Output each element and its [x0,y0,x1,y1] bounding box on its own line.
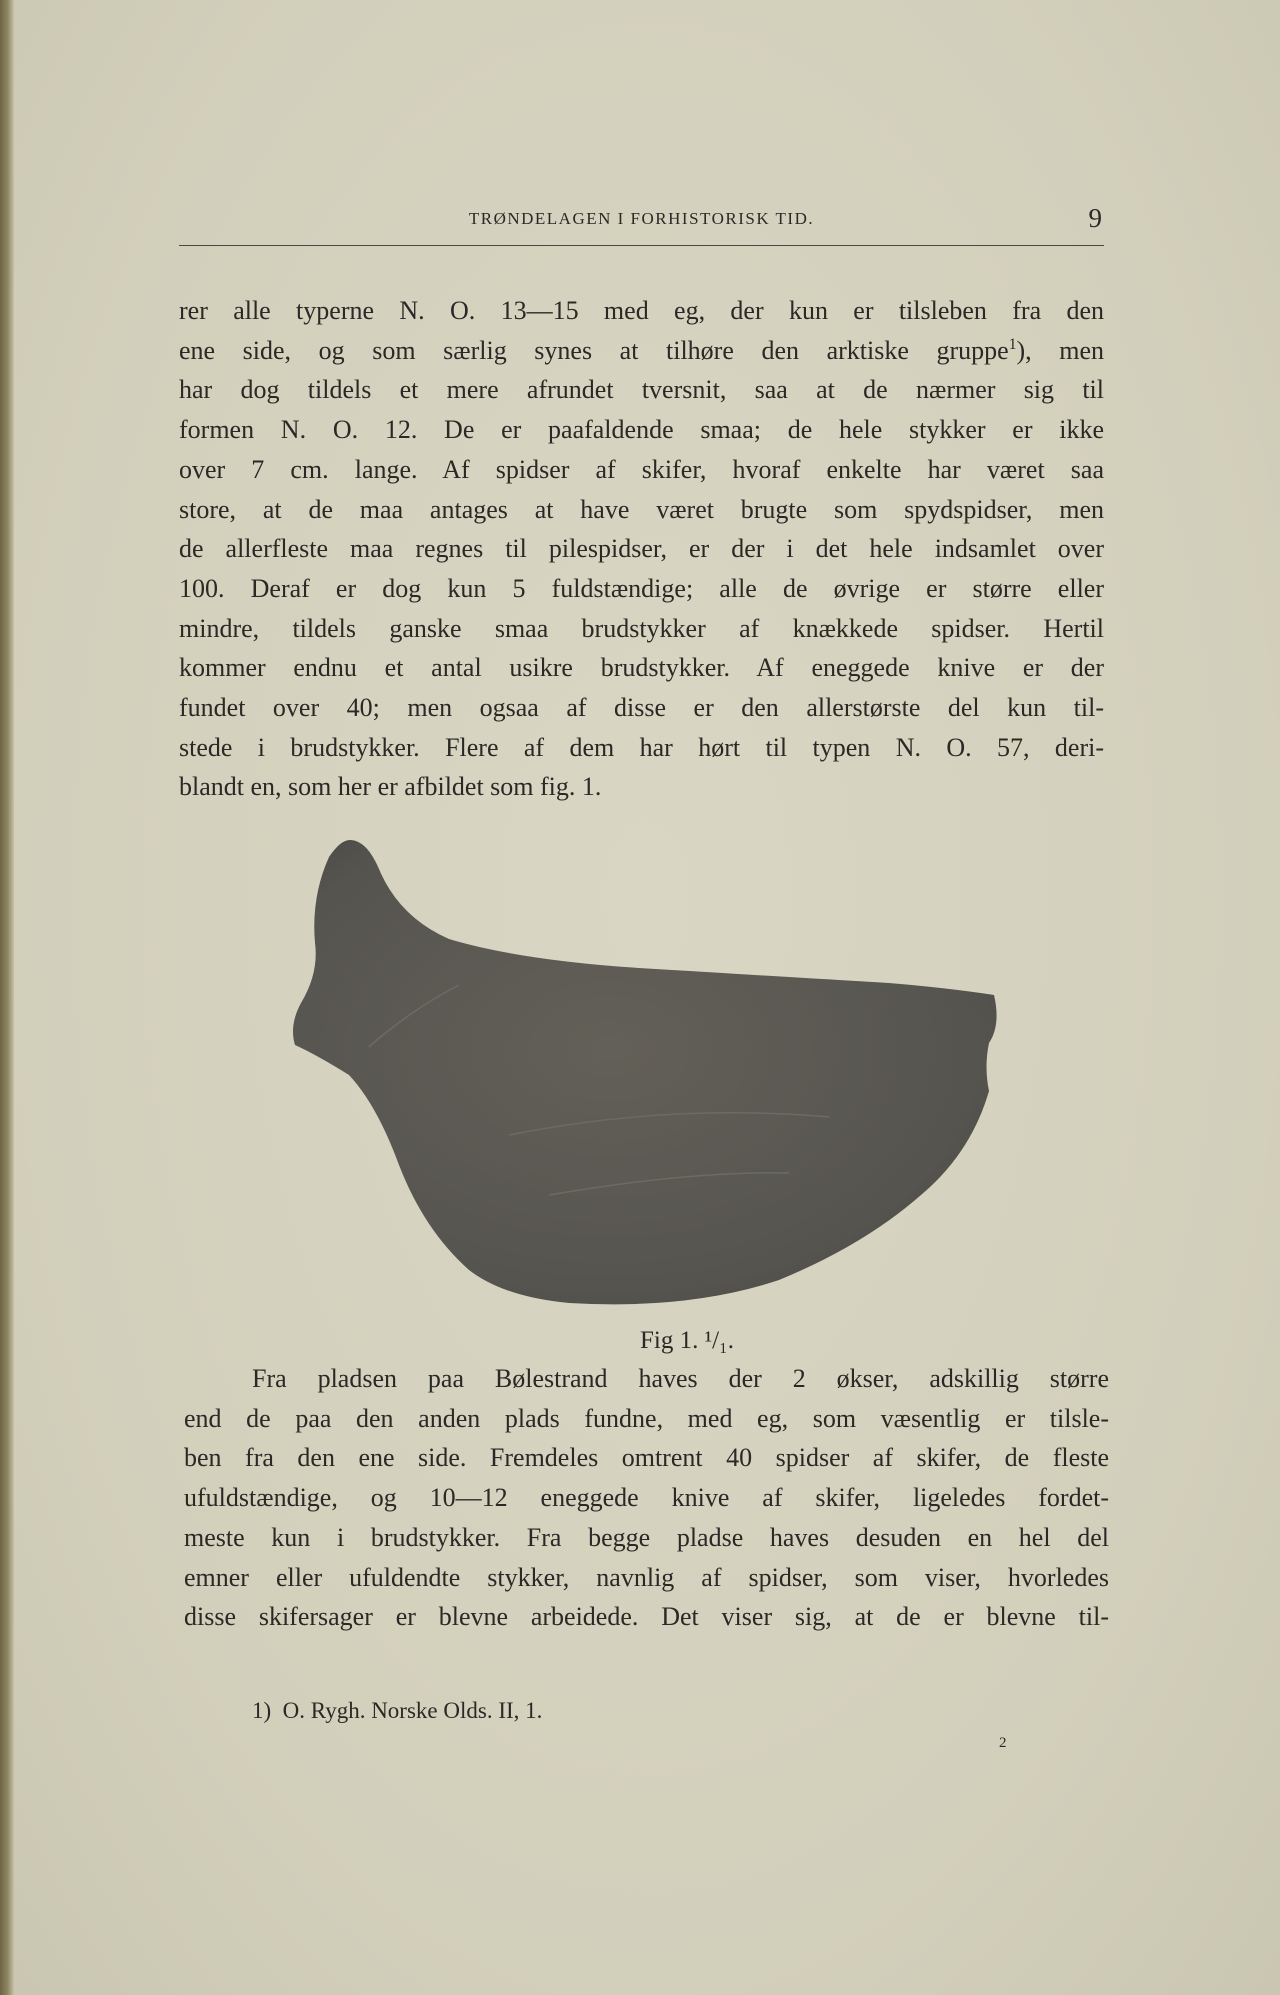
book-page [14,0,1280,1995]
text-line: rer alle typerne N. O. 13—15 med eg, der kun er tilsleben fra den [179,296,1104,325]
artifact-shape [293,840,997,1304]
footnote-text: O. Rygh. Norske Olds. II, 1. [282,1698,543,1723]
book-binding-edge [0,0,14,1995]
signature-mark: 2 [999,1735,1007,1751]
text-line: de allerfleste maa regnes til pilespidser, er der i det hele indsamlet over [179,534,1104,564]
figure-caption: Fig 1. ¹/₁. [639,1327,734,1354]
text-line: ufuldstændige, og 10—12 eneggede knive af skifer, ligeledes fordet- [184,1483,1109,1513]
text-line: 100. Deraf er dog kun 5 fuldstændige; alle de øvrige er større eller [179,573,1104,603]
text-line-with-footnote: ene side, og som særlig synes at tilhøre den arktiske gruppe$^1$), men [179,335,1104,365]
footnote [252,1698,542,1724]
footnote-reference: 1 [1008,335,1017,353]
page-number: 9 [1088,203,1102,233]
page-header [179,205,1104,246]
text-line: formen N. O. 12. De er paafaldende smaa; de hele stykker er ikke [179,415,1104,445]
running-head: TRØNDELAGEN I FORHISTORISK TID. [468,209,815,228]
text-line: blandt en, som her er afbildet som fig. 1. [179,772,602,802]
text-line: emner eller ufuldendte stykker, navnlig af spidser, som viser, hvorledes [184,1562,1109,1592]
text-line: har dog tildels et mere afrundet tversnit, saa at de nærmer sig til [179,375,1104,405]
text-line: ben fra den ene side. Fremdeles omtrent 40 spidser af skifer, de fleste [184,1443,1109,1473]
text-line: Fra pladsen paa Bølestrand haves der 2 økser, adskillig større [252,1364,1109,1393]
text-line: fundet over 40; men ogsaa af disse er den allerstørste del kun til- [179,693,1104,723]
text-line: disse skifersager er blevne arbeidede. Det viser sig, at de er blevne til- [184,1602,1109,1632]
text-line: end de paa den anden plads fundne, med eg, som væsentlig er tilsle- [184,1403,1109,1433]
paragraph-2 [184,1359,1109,1637]
text-line: store, at de maa antages at have været brugte som spydspidser, men [179,494,1104,524]
footnote-marker: 1) [252,1698,272,1723]
slate-knife-figure [289,835,999,1315]
text-line: stede i brudstykker. Flere af dem har hørt til typen N. O. 57, deri- [179,732,1104,762]
paragraph-1 [179,291,1104,807]
text-line: kommer endnu et antal usikre brudstykker. Af eneggede knive er der [179,653,1104,683]
text-line: meste kun i brudstykker. Fra begge pladse haves desuden en hel del [184,1522,1109,1552]
text-line: over 7 cm. lange. Af spidser af skifer, hvoraf enkelte har været saa [179,454,1104,484]
text-line: mindre, tildels ganske smaa brudstykker af knækkede spidser. Hertil [179,613,1104,643]
